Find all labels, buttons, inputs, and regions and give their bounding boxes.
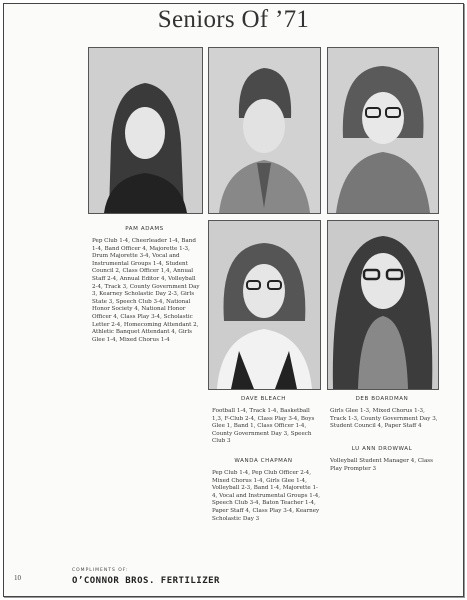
sponsor-name: O’CONNOR BROS. FERTILIZER: [72, 576, 220, 586]
portrait-photo-wanda-chapman: [208, 220, 321, 390]
compliments-label: COMPLIMENTS OF:: [72, 568, 129, 573]
senior-bio-wanda-chapman: Pep Club 1-4, Pep Club Officer 2-4, Mixed Chorus 1-4, Girls Glee 1-4, Volleyball 2-3, Band 1-4, Majorette 1-4, Vocal and Instrumental Groups 1-4, Speech Club 3-4, Baton Teacher 1-4, Paper Staff 4, Class Play 3-4, Kearney Scholastic Day 3: [212, 470, 321, 522]
senior-name-wanda-chapman: WANDA CHAPMAN: [234, 458, 293, 464]
senior-name-dave-bleach: DAVE BLEACH: [240, 396, 287, 402]
portrait-photo-dave-bleach: [208, 47, 321, 214]
portrait-photo-deb-boardman: [327, 47, 439, 214]
senior-bio-pam-adams: Pep Club 1-4, Cheerleader 1-4, Band 1-4, Band Officer 4, Majorette 1-3, Drum Majorette 3-4, Vocal and Instrumental Groups 1-4, Student Council 2, Class Officer 1,4, Annual Staff 2-4, Annual Editor 4, Volleyball 2-4, Track 3, County Government Day 3, Kearney Scholastic Day 2-3, Girls State 3, Speech Club 3-4, National Honor Society 4, National Honor Officer 4, Class Play 3-4, Scholastic Letter 2-4, Homecoming Attendant 2, Athletic Banquet Attendant 4, Girls Glee 1-4, Mixed Chorus 1-4: [92, 238, 200, 343]
portrait-photo-pam-adams: [88, 47, 203, 214]
senior-name-deb-boardman: DEB BOARDMAN: [355, 396, 409, 402]
senior-bio-lu-ann-drowwal: Volleyball Student Manager 4, Class Play Prompter 3: [330, 458, 434, 472]
page-number: 10: [14, 574, 21, 582]
senior-name-pam-adams: PAM ADAMS: [125, 226, 164, 232]
portrait-photo-deb-boardman-2: [327, 220, 439, 390]
senior-bio-dave-bleach: Football 1-4, Track 1-4, Basketball 1,3, F-Club 2-4, Class Play 3-4, Boys Glee 1, Band 1, Class Officer 1-4, County Government Day 3, Speech Club 3: [212, 408, 315, 445]
page-title: Seniors Of ’71: [157, 6, 310, 33]
senior-bio-deb-boardman: Girls Glee 1-3, Mixed Chorus 1-3, Track 1-3, County Government Day 3, Student Council 4, Paper Staff 4: [330, 408, 438, 430]
senior-name-lu-ann-drowwal: LU ANN DROWWAL: [351, 446, 413, 452]
